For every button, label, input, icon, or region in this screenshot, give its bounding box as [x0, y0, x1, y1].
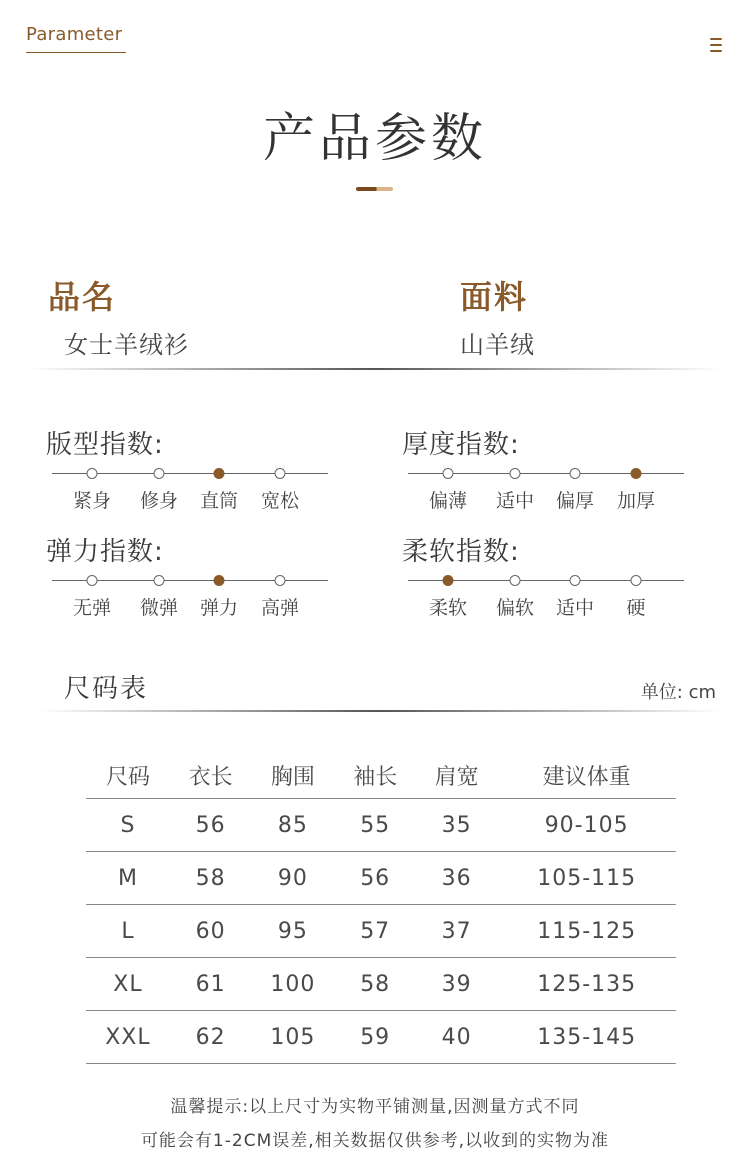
scale-option-label: 偏厚 — [555, 490, 595, 512]
softness-index-scale — [408, 573, 684, 617]
size-chart-divider — [40, 710, 720, 712]
scale-option-label: 硬 — [626, 597, 646, 619]
table-cell: 56 — [170, 799, 251, 852]
size-table — [86, 752, 676, 1064]
product-name-value: 女士羊绒衫 — [64, 331, 189, 359]
table-cell: 59 — [334, 1011, 415, 1064]
elasticity-index-scale — [52, 573, 328, 617]
thickness-index-scale — [408, 466, 684, 510]
table-row — [86, 852, 676, 905]
table-cell: 125-135 — [497, 958, 676, 1011]
scale-option-label: 加厚 — [616, 490, 656, 512]
fit-index-scale — [52, 466, 328, 510]
page-title: 产品参数 — [262, 109, 487, 169]
table-cell: XXL — [86, 1011, 170, 1064]
scale-dot-selected — [214, 575, 225, 586]
scale-option-label: 紧身 — [72, 490, 112, 512]
product-name-label: 品名 — [48, 278, 117, 316]
table-cell: 115-125 — [497, 905, 676, 958]
table-cell: 90 — [251, 852, 334, 905]
scale-dot — [275, 468, 286, 479]
table-cell: 60 — [170, 905, 251, 958]
fit-index-title: 版型指数: — [46, 430, 164, 460]
scale-option-label: 柔软 — [428, 597, 468, 619]
scale-dot — [510, 468, 521, 479]
scale-dot-selected — [214, 468, 225, 479]
scale-dot — [570, 468, 581, 479]
table-cell: 58 — [334, 958, 415, 1011]
header-cell: 袖长 — [334, 752, 415, 799]
table-row — [86, 1011, 676, 1064]
table-cell: 62 — [170, 1011, 251, 1064]
table-cell: 105 — [251, 1011, 334, 1064]
table-cell: 57 — [334, 905, 415, 958]
table-row — [86, 905, 676, 958]
menu-icon[interactable] — [710, 38, 722, 52]
size-chart-title: 尺码表 — [64, 674, 149, 704]
parameter-underline — [26, 52, 126, 53]
table-cell: 90-105 — [497, 799, 676, 852]
header-cell: 肩宽 — [416, 752, 497, 799]
scale-option-label: 高弹 — [260, 597, 300, 619]
size-chart-unit: 单位: cm — [640, 682, 716, 703]
table-cell: 58 — [170, 852, 251, 905]
table-cell: 135-145 — [497, 1011, 676, 1064]
scale-option-label: 偏软 — [495, 597, 535, 619]
size-table-header-row — [86, 752, 676, 799]
section-divider — [28, 368, 720, 370]
parameter-label: Parameter — [26, 24, 123, 45]
table-cell: 100 — [251, 958, 334, 1011]
table-cell: XL — [86, 958, 170, 1011]
header-cell: 衣长 — [170, 752, 251, 799]
table-cell: 61 — [170, 958, 251, 1011]
scale-dot — [443, 468, 454, 479]
elasticity-index-title: 弹力指数: — [46, 537, 164, 567]
scale-dot-selected — [443, 575, 454, 586]
material-label: 面料 — [460, 278, 529, 316]
table-cell: M — [86, 852, 170, 905]
scale-option-label: 无弹 — [72, 597, 112, 619]
scale-dot — [510, 575, 521, 586]
scale-dot — [570, 575, 581, 586]
softness-index-title: 柔软指数: — [402, 537, 520, 567]
title-decoration — [356, 187, 393, 191]
table-cell: 105-115 — [497, 852, 676, 905]
scale-option-label: 适中 — [555, 597, 595, 619]
header-cell: 建议体重 — [497, 752, 676, 799]
table-row — [86, 799, 676, 852]
scale-option-label: 偏薄 — [428, 490, 468, 512]
scale-dot — [154, 468, 165, 479]
scale-dot — [87, 468, 98, 479]
table-cell: 37 — [416, 905, 497, 958]
scale-option-label: 弹力 — [199, 597, 239, 619]
header-cell: 尺码 — [86, 752, 170, 799]
table-cell: 39 — [416, 958, 497, 1011]
table-cell: 35 — [416, 799, 497, 852]
table-cell: L — [86, 905, 170, 958]
table-cell: 55 — [334, 799, 415, 852]
table-cell: 36 — [416, 852, 497, 905]
header-cell: 胸围 — [251, 752, 334, 799]
table-row — [86, 958, 676, 1011]
scale-option-label: 微弹 — [139, 597, 179, 619]
table-cell: 85 — [251, 799, 334, 852]
table-cell: 95 — [251, 905, 334, 958]
scale-dot — [87, 575, 98, 586]
scale-dot — [275, 575, 286, 586]
thickness-index-title: 厚度指数: — [402, 430, 520, 460]
scale-dot — [154, 575, 165, 586]
scale-option-label: 修身 — [139, 490, 179, 512]
scale-dot — [631, 575, 642, 586]
table-cell: 56 — [334, 852, 415, 905]
scale-option-label: 直筒 — [199, 490, 239, 512]
note-line-1: 温馨提示:以上尺寸为实物平铺测量,因测量方式不同 — [170, 1097, 580, 1117]
scale-option-label: 适中 — [495, 490, 535, 512]
note-line-2: 可能会有1-2CM误差,相关数据仅供参考,以收到的实物为准 — [140, 1131, 610, 1151]
table-cell: 40 — [416, 1011, 497, 1064]
material-value: 山羊绒 — [460, 331, 535, 359]
scale-dot-selected — [631, 468, 642, 479]
table-cell: S — [86, 799, 170, 852]
scale-option-label: 宽松 — [260, 490, 300, 512]
